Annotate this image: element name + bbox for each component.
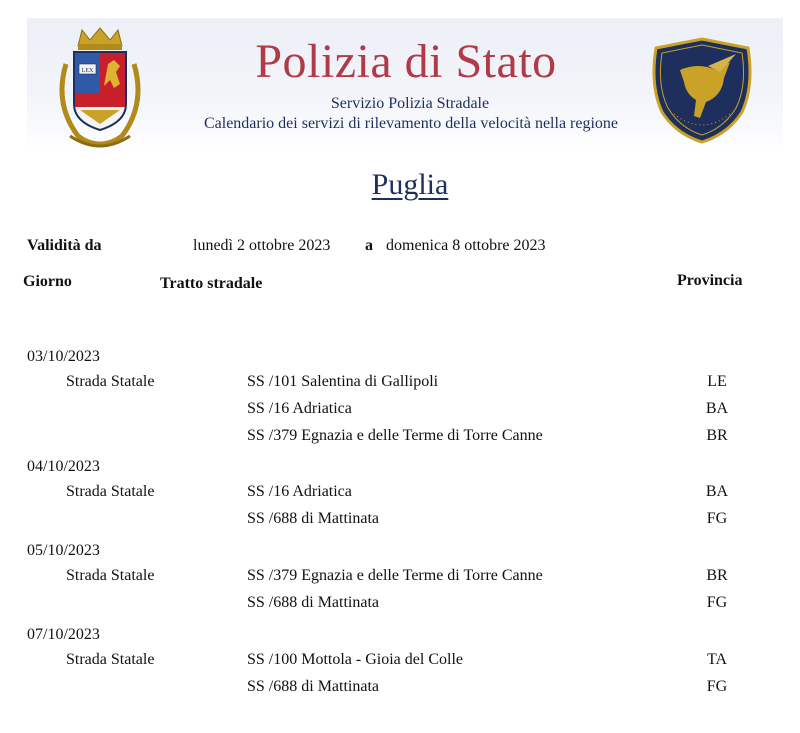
- column-header-day: Giorno: [23, 273, 72, 290]
- province-code: BR: [706, 567, 728, 584]
- day-date: 05/10/2023: [27, 542, 100, 559]
- province-code: TA: [706, 651, 728, 668]
- column-header-road: Tratto stradale: [160, 275, 263, 292]
- page-title: Polizia di Stato: [255, 35, 557, 88]
- column-header-province: Provincia: [677, 272, 743, 289]
- province-code: BA: [705, 400, 729, 417]
- road-type: Strada Statale: [66, 373, 155, 390]
- svg-text:LEX: LEX: [81, 67, 94, 74]
- road-segment: SS /16 Adriatica: [247, 400, 352, 417]
- validity-label: Validità da: [27, 237, 102, 254]
- road-type: Strada Statale: [66, 483, 155, 500]
- region-title: Puglia: [371, 168, 449, 201]
- road-type: Strada Statale: [66, 567, 155, 584]
- province-code: LE: [707, 373, 727, 390]
- service-name: Servizio Polizia Stradale: [330, 95, 490, 112]
- road-segment: SS /688 di Mattinata: [247, 594, 379, 611]
- road-segment: SS /16 Adriatica: [247, 483, 352, 500]
- road-segment: SS /379 Egnazia e delle Terme di Torre Canne: [247, 427, 543, 444]
- road-segment: SS /688 di Mattinata: [247, 510, 379, 527]
- calendar-description: Calendario dei servizi di rilevamento della velocità nella regione: [203, 115, 619, 132]
- validity-joiner: a: [365, 237, 373, 254]
- road-type: Strada Statale: [66, 651, 155, 668]
- road-segment: SS /688 di Mattinata: [247, 678, 379, 695]
- road-segment: SS /100 Mottola - Gioia del Colle: [247, 651, 463, 668]
- day-date: 03/10/2023: [27, 348, 100, 365]
- province-code: BR: [706, 427, 728, 444]
- day-date: 04/10/2023: [27, 458, 100, 475]
- day-date: 07/10/2023: [27, 626, 100, 643]
- province-code: FG: [706, 678, 728, 695]
- validity-from: lunedì 2 ottobre 2023: [193, 237, 331, 254]
- validity-to: domenica 8 ottobre 2023: [386, 237, 546, 254]
- road-segment: SS /379 Egnazia e delle Terme di Torre Canne: [247, 567, 543, 584]
- province-code: FG: [706, 594, 728, 611]
- province-code: FG: [706, 510, 728, 527]
- road-segment: SS /101 Salentina di Gallipoli: [247, 373, 439, 390]
- province-code: BA: [705, 483, 729, 500]
